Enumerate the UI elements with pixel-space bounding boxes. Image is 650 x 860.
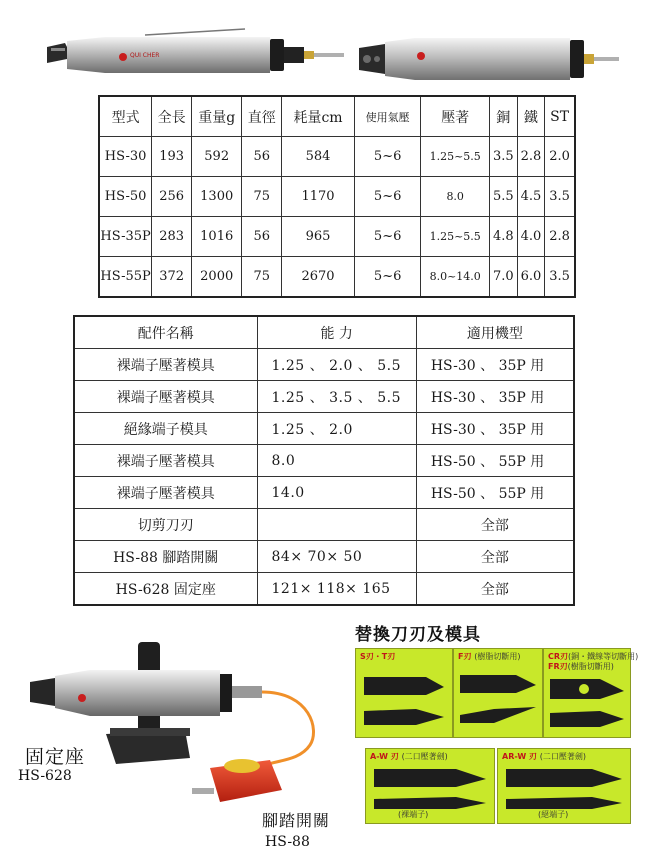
accessory-name: 絕緣端子模具: [74, 413, 257, 445]
brand-logo-icon: [78, 694, 86, 702]
table-row: [99, 137, 575, 177]
accessory-name: HS-628 固定座: [74, 573, 257, 606]
spec-cell: 5~6: [354, 217, 421, 257]
stand-model-label: HS-628: [18, 768, 72, 784]
accessory-capacity: 8.0: [257, 445, 416, 477]
accessory-model: HS-30 、 35P 用: [416, 413, 574, 445]
accessory-header: 能 力: [257, 316, 416, 349]
air-hose: [262, 692, 314, 765]
accessory-header: 適用機型: [416, 316, 574, 349]
blade-label: F刃 (樹脂切斷用): [458, 652, 521, 661]
accessory-capacity: 14.0: [257, 477, 416, 509]
spec-cell: 965: [282, 217, 355, 257]
blade-label: AR-W 刃 (二口壓著劍): [502, 752, 586, 761]
spec-cell: 4.8: [489, 217, 517, 257]
spec-header: 使用氣壓: [354, 96, 421, 137]
accessory-model: 全部: [416, 573, 574, 606]
spec-cell: 5~6: [354, 257, 421, 298]
accessory-model: 全部: [416, 509, 574, 541]
spec-header: 直徑: [242, 96, 282, 137]
table-row: [99, 177, 575, 217]
accessory-capacity: 1.25 、 2.0: [257, 413, 416, 445]
accessory-model: HS-50 、 55P 用: [416, 477, 574, 509]
spec-header: 全長: [152, 96, 192, 137]
spec-cell: 4.0: [517, 217, 545, 257]
a-w-die-icon: [366, 749, 494, 823]
spec-cell: 2.0: [545, 137, 575, 177]
accessory-capacity: [257, 509, 416, 541]
table-row: [99, 217, 575, 257]
blade-sub-label: (絕端子): [538, 810, 569, 819]
blade-panel-ar-w: [497, 748, 631, 824]
accessory-name: 裸端子壓著模具: [74, 381, 257, 413]
spec-cell: 75: [242, 257, 282, 298]
spec-cell: 1170: [282, 177, 355, 217]
spec-cell: 3.5: [489, 137, 517, 177]
spec-cell: 584: [282, 137, 355, 177]
accessory-capacity: 1.25 、 2.0 、 5.5: [257, 349, 416, 381]
brand-logo-icon: [417, 52, 425, 60]
spec-cell: 2670: [282, 257, 355, 298]
spec-cell: 56: [242, 137, 282, 177]
blade-panel-a-w: [365, 748, 495, 824]
spec-cell: 8.0~14.0: [421, 257, 490, 298]
spec-cell: 1016: [192, 217, 242, 257]
spec-cell: 5.5: [489, 177, 517, 217]
blade-label: CR刃(銅・鐵線等切斷用): [548, 652, 639, 661]
spec-header: 型式: [99, 96, 152, 137]
stand-label: 固定座: [25, 746, 86, 768]
spec-cell: HS-50: [99, 177, 152, 217]
spec-cell: 5~6: [354, 177, 421, 217]
spec-header-row: [99, 96, 575, 137]
spec-cell: 6.0: [517, 257, 545, 298]
stand-tool-pedal-image: [20, 640, 350, 820]
spec-cell: 1.25~5.5: [421, 137, 490, 177]
air-nipper-tool-1-image: [45, 25, 350, 85]
spec-header: 耗量cm: [282, 96, 355, 137]
table-row: [74, 541, 574, 573]
accessory-name: 裸端子壓著模具: [74, 349, 257, 381]
spec-cell: 7.0: [489, 257, 517, 298]
spec-cell: 4.5: [517, 177, 545, 217]
accessory-name: HS-88 腳踏開關: [74, 541, 257, 573]
spec-cell: 372: [152, 257, 192, 298]
spec-cell: 1.25~5.5: [421, 217, 490, 257]
spec-cell: 75: [242, 177, 282, 217]
spec-cell: 256: [152, 177, 192, 217]
spec-cell: 283: [152, 217, 192, 257]
accessory-capacity: 121× 118× 165: [257, 573, 416, 606]
spec-table: [98, 95, 576, 298]
spec-cell: 56: [242, 217, 282, 257]
spec-header: 重量g: [192, 96, 242, 137]
air-nipper-tool-2-image: [355, 30, 625, 90]
spec-cell: 8.0: [421, 177, 490, 217]
spec-cell: HS-30: [99, 137, 152, 177]
table-row: [74, 381, 574, 413]
accessory-model: HS-30 、 35P 用: [416, 349, 574, 381]
table-row: [74, 573, 574, 606]
blade-label: FR刃(樹脂切斷用): [548, 662, 614, 671]
spec-cell: 2000: [192, 257, 242, 298]
accessory-header-row: [74, 316, 574, 349]
f-blade-icon: [454, 649, 542, 737]
accessory-capacity: 1.25 、 3.5 、 5.5: [257, 381, 416, 413]
blade-label: A-W 刃 (二口壓著劍): [370, 752, 448, 761]
spec-header: 壓著: [421, 96, 490, 137]
accessory-capacity: 84× 70× 50: [257, 541, 416, 573]
spec-cell: HS-55P: [99, 257, 152, 298]
blade-panel-f: [453, 648, 543, 738]
accessory-name: 裸端子壓著模具: [74, 445, 257, 477]
cr-fr-blade-icon: [544, 649, 630, 737]
blades-title: 替換刀刃及模具: [355, 625, 481, 645]
accessory-model: HS-30 、 35P 用: [416, 381, 574, 413]
spec-cell: 193: [152, 137, 192, 177]
accessory-model: HS-50 、 55P 用: [416, 445, 574, 477]
spec-cell: 2.8: [517, 137, 545, 177]
accessory-header: 配件名稱: [74, 316, 257, 349]
spec-cell: 3.5: [545, 257, 575, 298]
brand-logo-text: QUI CHER: [130, 52, 160, 59]
spec-cell: 1300: [192, 177, 242, 217]
blade-sub-label: (裸端子): [398, 810, 429, 819]
accessory-model: 全部: [416, 541, 574, 573]
accessory-name: 裸端子壓著模具: [74, 477, 257, 509]
table-row: [74, 349, 574, 381]
spec-cell: 592: [192, 137, 242, 177]
table-row: [74, 445, 574, 477]
spec-header: 鐵: [517, 96, 545, 137]
blade-label: S刃・T刃: [360, 652, 396, 661]
accessory-name: 切剪刀刃: [74, 509, 257, 541]
spec-cell: 5~6: [354, 137, 421, 177]
table-row: [74, 477, 574, 509]
blade-panel-cr-fr: [543, 648, 639, 738]
table-row: [99, 257, 575, 298]
table-row: [74, 413, 574, 445]
spec-cell: 2.8: [545, 217, 575, 257]
spec-header: ST: [545, 96, 575, 137]
pedal-label: 腳踏開關: [262, 811, 331, 830]
spec-header: 銅: [489, 96, 517, 137]
spec-cell: HS-35P: [99, 217, 152, 257]
s-t-blade-icon: [356, 649, 452, 737]
brand-logo-icon: [119, 53, 127, 61]
accessory-table: [73, 315, 575, 606]
blade-panel-s-t: [355, 648, 453, 738]
pedal-model-label: HS-88: [265, 834, 310, 850]
table-row: [74, 509, 574, 541]
spec-cell: 3.5: [545, 177, 575, 217]
